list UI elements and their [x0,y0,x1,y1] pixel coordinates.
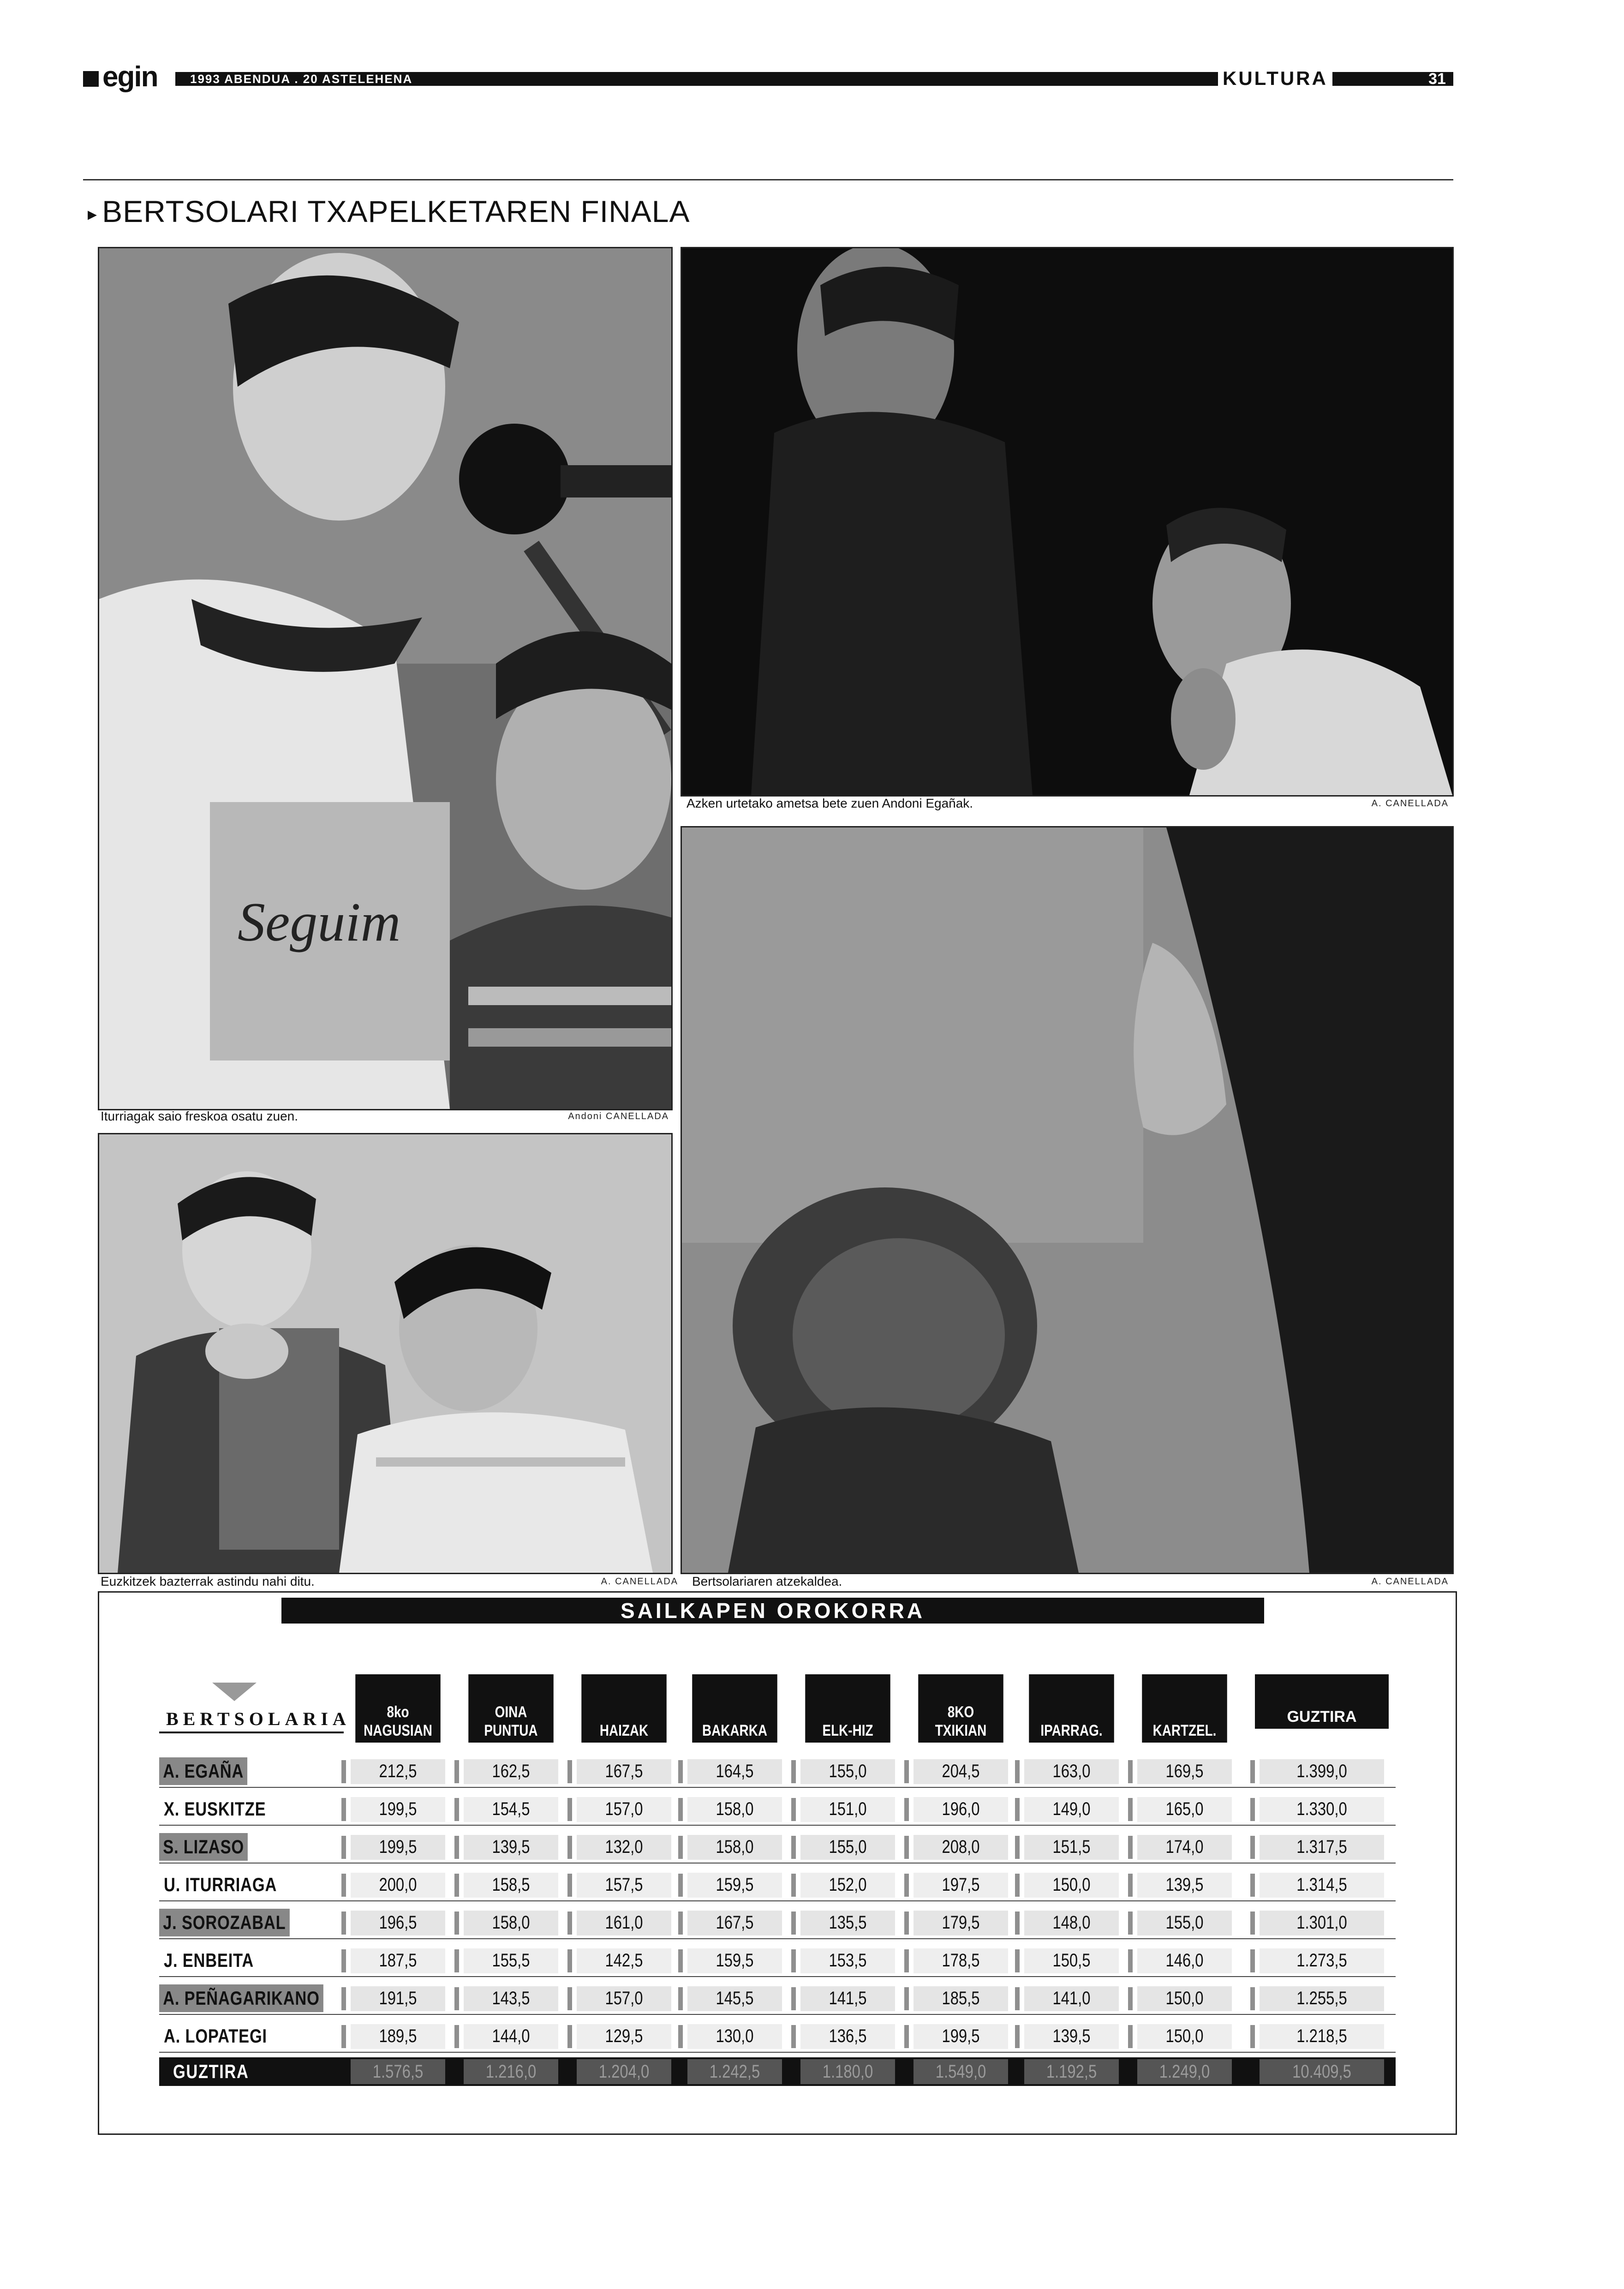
total-label: GUZTIRA [173,2061,249,2082]
score-cell: 196,5 [379,1912,417,1933]
row-divider [159,1787,1396,1788]
score-cell: 189,5 [379,2026,417,2046]
column-separator [678,1949,683,1972]
column-header-line2: NAGUSIAN [364,1722,432,1739]
column-separator [454,1874,459,1897]
score-cell: 1.317,5 [1296,1837,1347,1857]
row-divider [159,1863,1396,1864]
score-cell: 200,0 [379,1875,417,1895]
score-cell: 199,5 [942,2026,980,2046]
photo-credit: A. CANELLADA [601,1576,678,1587]
score-cell: 136,5 [829,2026,867,2046]
total-cell: 1.549,0 [935,2061,986,2082]
column-header-line2: BAKARKA [702,1722,767,1739]
column-separator [567,1949,572,1972]
photo-egana [681,247,1454,797]
column-separator [341,1949,346,1972]
row-divider [159,2052,1396,2053]
score-cell: 150,5 [1052,1950,1091,1971]
row-bertsolari-name: J. ENBEITA [164,1949,254,1971]
column-separator [567,1836,572,1859]
column-separator [567,1911,572,1935]
row-bertsolari-name: A. EGAÑA [159,1757,247,1785]
score-cell: 135,5 [829,1912,867,1933]
column-separator [341,1911,346,1935]
column-separator [454,1987,459,2010]
column-header-kartzel- [1142,1674,1227,1743]
total-cell: 1.242,5 [709,2061,760,2082]
score-cell: 169,5 [1165,1761,1204,1781]
score-cell: 159,5 [716,1875,754,1895]
score-cell: 179,5 [942,1912,980,1933]
photo-euzkitze [98,1133,673,1574]
photo-credit: A. CANELLADA [1371,1576,1449,1587]
score-cell: 158,0 [492,1912,530,1933]
row-bertsolari-name: A. LOPATEGI [164,2025,267,2047]
score-cell: 130,0 [716,2026,754,2046]
score-cell: 155,0 [829,1837,867,1857]
column-header-line2: ELK-HIZ [822,1722,873,1739]
column-header-line1: 8ko [387,1703,409,1721]
column-separator [454,1911,459,1935]
column-header-line2: HAIZAK [599,1722,649,1739]
header-pointer-icon [212,1683,257,1701]
svg-text:Seguim: Seguim [238,891,401,953]
column-separator [341,1760,346,1783]
column-separator [1015,1836,1020,1859]
photo-caption: Azken urtetako ametsa bete zuen Andoni Egañak. [687,796,973,810]
score-cell: 157,5 [605,1875,643,1895]
column-separator [1015,1760,1020,1783]
score-cell: 151,5 [1052,1837,1091,1857]
score-cell: 191,5 [379,1988,417,2008]
total-cell: 10.409,5 [1292,2061,1351,2082]
score-cell: 174,0 [1165,1837,1204,1857]
table-title: SAILKAPEN OROKORRA [281,1598,1264,1624]
score-cell: 208,0 [942,1837,980,1857]
column-separator [1250,2025,1255,2048]
column-separator [791,2025,796,2048]
score-cell: 159,5 [716,1950,754,1971]
page-heading [88,193,690,233]
score-cell: 145,5 [716,1988,754,2008]
score-cell: 178,5 [942,1950,980,1971]
newspaper-logo: egin [83,63,157,91]
score-cell: 1.314,5 [1296,1875,1347,1895]
column-separator [1015,1798,1020,1821]
column-separator [904,1911,909,1935]
column-separator [791,1911,796,1935]
score-cell: 187,5 [379,1950,417,1971]
column-separator [904,2025,909,2048]
column-header-iparrag- [1029,1674,1114,1743]
column-header-bakarka [692,1674,777,1743]
total-cell: 1.249,0 [1159,2061,1210,2082]
score-cell: 196,0 [942,1799,980,1819]
column-separator [1250,1760,1255,1783]
column-separator [1128,1987,1133,2010]
score-cell: 141,0 [1052,1988,1091,2008]
column-separator [341,1874,346,1897]
row-divider [159,1900,1396,1901]
score-cell: 212,5 [379,1761,417,1781]
score-cell: 157,0 [605,1988,643,2008]
column-separator [1250,1798,1255,1821]
column-header-puntua [468,1674,554,1743]
column-separator [791,1987,796,2010]
column-separator [341,1987,346,2010]
column-separator [791,1836,796,1859]
column-separator [454,1836,459,1859]
column-separator [678,1987,683,2010]
score-cell: 143,5 [492,1988,530,2008]
column-separator [567,1798,572,1821]
column-separator [1015,1949,1020,1972]
score-cell: 148,0 [1052,1912,1091,1933]
score-cell: 139,5 [1165,1875,1204,1895]
column-separator [791,1874,796,1897]
column-separator [678,1760,683,1783]
score-cell: 150,0 [1052,1875,1091,1895]
photo-iturriaga [98,247,673,1110]
column-separator [678,1911,683,1935]
column-separator [454,1798,459,1821]
column-separator [904,1949,909,1972]
issue-date: 1993 ABENDUA . 20 ASTELEHENA [190,72,413,86]
column-separator [1250,1911,1255,1935]
column-separator [567,2025,572,2048]
score-cell: 167,5 [605,1761,643,1781]
total-cell: 1.216,0 [485,2061,537,2082]
score-cell: 165,0 [1165,1799,1204,1819]
row-bertsolari-name: A. PEÑAGARIKANO [159,1984,323,2012]
row-divider [159,2014,1396,2015]
column-separator [1128,1911,1133,1935]
column-separator [904,1874,909,1897]
column-separator [791,1798,796,1821]
score-cell: 163,0 [1052,1761,1091,1781]
score-cell: 204,5 [942,1761,980,1781]
column-separator [454,2025,459,2048]
column-separator [1128,2025,1133,2048]
section-name: KULTURA [1218,67,1332,90]
heading-title: BERTSOLARI TXAPELKETAREN FINALA [102,194,690,228]
score-cell: 157,0 [605,1799,643,1819]
column-header-txikian [918,1674,1003,1743]
row-bertsolari-name: J. SOROZABAL [159,1909,290,1936]
column-separator [904,1760,909,1783]
score-cell: 154,5 [492,1799,530,1819]
column-separator [341,1836,346,1859]
score-cell: 158,0 [716,1837,754,1857]
score-cell: 150,0 [1165,2026,1204,2046]
column-separator [678,1836,683,1859]
score-cell: 164,5 [716,1761,754,1781]
score-cell: 185,5 [942,1988,980,2008]
column-header-line2: TXIKIAN [935,1722,987,1739]
score-cell: 146,0 [1165,1950,1204,1971]
score-cell: 158,5 [492,1875,530,1895]
column-header-haizak [581,1674,667,1743]
page-number: 31 [1428,70,1446,88]
column-separator [678,1798,683,1821]
photo-backstage [681,826,1454,1574]
score-cell: 1.255,5 [1296,1988,1347,2008]
column-separator [1015,1874,1020,1897]
row-divider [159,1825,1396,1826]
photo-caption: Euzkitzek bazterrak astindu nahi ditu. [101,1574,315,1588]
score-cell: 152,0 [829,1875,867,1895]
column-separator [904,1987,909,2010]
score-cell: 141,5 [829,1988,867,2008]
score-cell: 153,5 [829,1950,867,1971]
column-separator [1128,1836,1133,1859]
row-bertsolari-name: X. EUSKITZE [164,1798,266,1820]
column-separator [1128,1874,1133,1897]
column-separator [567,1760,572,1783]
heading-marker-icon: ▸ [88,204,98,224]
score-cell: 142,5 [605,1950,643,1971]
score-cell: 155,5 [492,1950,530,1971]
score-cell: 144,0 [492,2026,530,2046]
score-cell: 1.273,5 [1296,1950,1347,1971]
column-separator [1015,1911,1020,1935]
column-separator [791,1760,796,1783]
column-header-line2: PUNTUA [484,1722,538,1739]
score-cell: 139,5 [1052,2026,1091,2046]
score-cell: 162,5 [492,1761,530,1781]
row-bertsolari-name: S. LIZASO [159,1833,248,1861]
column-header-line2: IPARRAG. [1040,1722,1103,1739]
column-separator [1128,1949,1133,1972]
column-header-nagusian [355,1674,441,1743]
column-separator [678,2025,683,2048]
photo-credit: A. CANELLADA [1371,798,1449,809]
score-cell: 1.301,0 [1296,1912,1347,1933]
column-separator [1015,2025,1020,2048]
column-header-line2: KARTZEL. [1152,1722,1217,1739]
score-cell: 199,5 [379,1799,417,1819]
photo-credit: Andoni CANELLADA [568,1111,669,1121]
score-cell: 155,0 [1165,1912,1204,1933]
photo-caption: Iturriagak saio freskoa osatu zuen. [101,1109,299,1123]
score-cell: 139,5 [492,1837,530,1857]
column-separator [1250,1836,1255,1859]
column-separator [567,1987,572,2010]
score-cell: 155,0 [829,1761,867,1781]
column-separator [904,1836,909,1859]
score-cell: 150,0 [1165,1988,1204,2008]
column-separator [1250,1949,1255,1972]
column-separator [454,1949,459,1972]
column-header-bertsolaria: BERTSOLARIA [166,1708,351,1729]
column-separator [904,1798,909,1821]
column-separator [454,1760,459,1783]
score-cell: 129,5 [605,2026,643,2046]
column-separator [1250,1874,1255,1897]
row-bertsolari-name: U. ITURRIAGA [164,1874,277,1895]
score-cell: 1.399,0 [1296,1761,1347,1781]
total-cell: 1.576,5 [372,2061,424,2082]
column-header-line2: GUZTIRA [1287,1708,1357,1726]
score-cell: 1.218,5 [1296,2026,1347,2046]
total-cell: 1.192,5 [1046,2061,1097,2082]
total-cell: 1.204,0 [598,2061,650,2082]
score-cell: 161,0 [605,1912,643,1933]
score-cell: 199,5 [379,1837,417,1857]
column-separator [1128,1760,1133,1783]
column-header-elk-hiz [805,1674,890,1743]
column-separator [1128,1798,1133,1821]
photo-caption: Bertsolariaren atzekaldea. [692,1574,842,1588]
score-cell: 132,0 [605,1837,643,1857]
column-separator [341,2025,346,2048]
row-divider [159,1938,1396,1939]
score-cell: 197,5 [942,1875,980,1895]
column-header-guztira [1255,1674,1389,1729]
column-header-line1: 8KO [947,1703,974,1721]
column-separator [567,1874,572,1897]
column-separator [791,1949,796,1972]
total-cell: 1.180,0 [822,2061,873,2082]
row-divider [159,1976,1396,1977]
score-cell: 158,0 [716,1799,754,1819]
masthead [83,61,1453,93]
column-header-line1: OINA [495,1703,527,1721]
column-separator [341,1798,346,1821]
score-cell: 1.330,0 [1296,1799,1347,1819]
score-cell: 167,5 [716,1912,754,1933]
column-separator [678,1874,683,1897]
column-separator [1015,1987,1020,2010]
heading-rule [83,179,1453,180]
column-separator [1250,1987,1255,2010]
score-cell: 151,0 [829,1799,867,1819]
score-cell: 149,0 [1052,1799,1091,1819]
header-rule [159,1732,344,1733]
